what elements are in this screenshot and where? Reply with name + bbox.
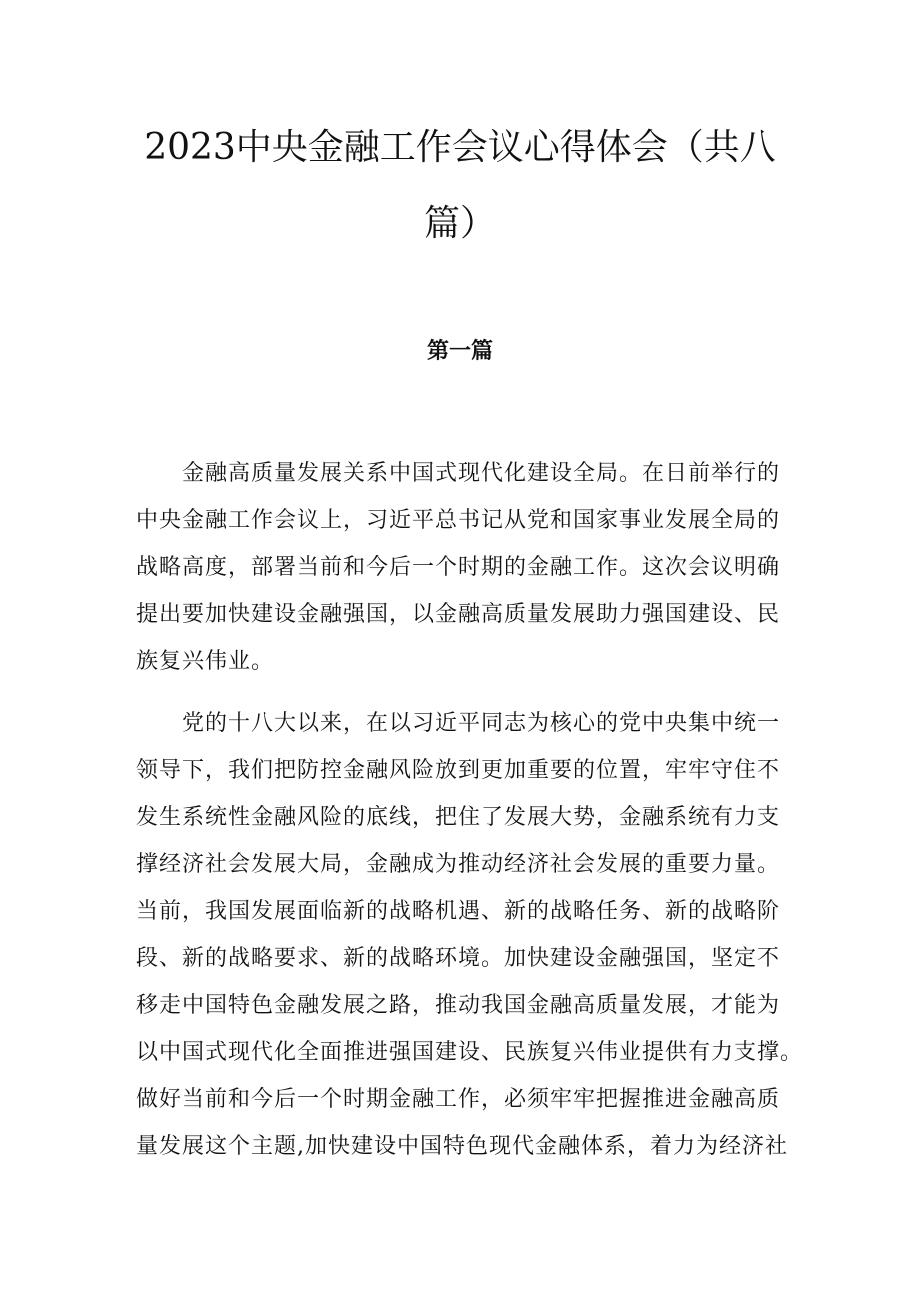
paragraph-line: 以中国式现代化全面推进强国建设、民族复兴伟业提供有力支撑。: [136, 1040, 804, 1065]
paragraph-line: 提出要加快建设金融强国，以金融高质量发展助力强国建设、民: [136, 602, 781, 627]
paragraph-2: [136, 700, 804, 1170]
document-title-line-1: 2023中央金融工作会议心得体会（共八: [144, 127, 776, 168]
paragraph-line: 战略高度，部署当前和今后一个时期的金融工作。这次会议明确: [136, 555, 781, 580]
paragraph-line: 中央金融工作会议上，习近平总书记从党和国家事业发展全局的: [136, 508, 781, 533]
section-heading: 第一篇: [426, 338, 493, 364]
paragraph-line: 做好当前和今后一个时期金融工作，必须牢牢把握推进金融高质: [136, 1087, 781, 1112]
paragraph-line: 撑经济社会发展大局，金融成为推动经济社会发展的重要力量。: [136, 852, 781, 877]
document-title-line-2: 篇）: [423, 203, 496, 244]
paragraph-1: [136, 450, 796, 685]
paragraph-line: 发生系统性金融风险的底线，把住了发展大势，金融系统有力支: [136, 805, 781, 830]
paragraph-line: 领导下，我们把防控金融风险放到更加重要的位置，牢牢守住不: [136, 758, 781, 783]
paragraph-line: 族复兴伟业。: [136, 649, 275, 674]
paragraph-line: 当前，我国发展面临新的战略机遇、新的战略任务、新的战略阶: [136, 899, 781, 924]
paragraph-line: 移走中国特色金融发展之路，推动我国金融高质量发展，才能为: [136, 993, 781, 1018]
paragraph-line: 段、新的战略要求、新的战略环境。加快建设金融强国，坚定不: [136, 946, 781, 971]
paragraph-line: 金融高质量发展关系中国式现代化建设全局。在日前举行的: [182, 461, 781, 486]
paragraph-line: 量发展这个主题,加快建设中国特色现代金融体系，着力为经济社: [136, 1134, 788, 1159]
paragraph-line: 党的十八大以来，在以习近平同志为核心的党中央集中统一: [182, 711, 781, 736]
